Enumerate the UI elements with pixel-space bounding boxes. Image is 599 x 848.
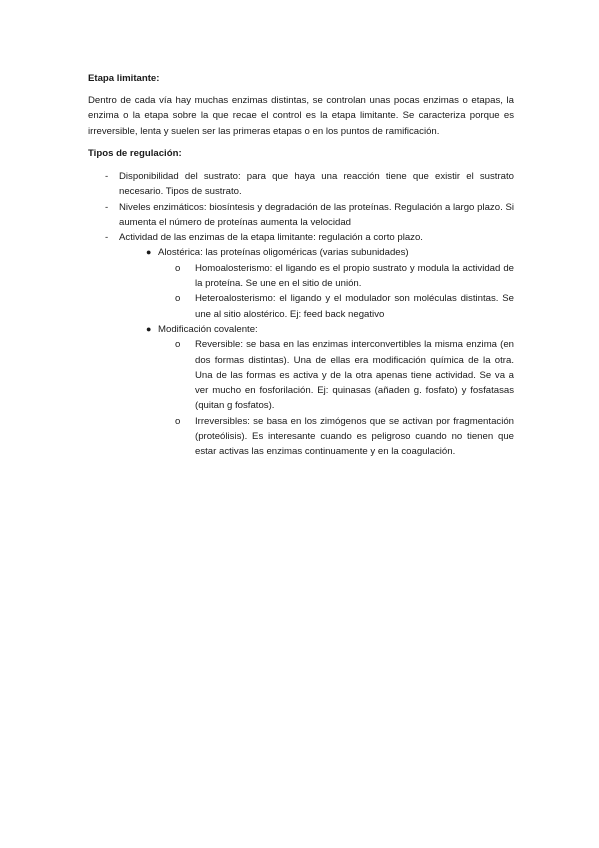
- circle-marker: o: [175, 339, 181, 351]
- nested-list-item: [88, 291, 514, 322]
- list-item: [88, 230, 514, 459]
- sub-list-item: [88, 245, 514, 260]
- sub-list-item: [88, 322, 514, 337]
- list-item-text: Actividad de las enzimas de la etapa limitante: regulación a corto plazo.: [119, 232, 423, 244]
- sub-list: [88, 245, 514, 260]
- section-title-etapa-limitante: Etapa limitante:: [88, 73, 160, 84]
- nested-list-item: [88, 337, 514, 413]
- dash-marker: -: [105, 201, 109, 213]
- dash-marker: -: [105, 171, 109, 182]
- list-item-text: Disponibilidad del sustrato: para que haya una reacción tiene que existir el sustrato necesario. Tipos de sustrato.: [119, 171, 514, 198]
- dash-marker: -: [105, 232, 109, 244]
- nested-list: [88, 261, 514, 322]
- circle-marker: o: [175, 262, 181, 274]
- list-item-text: Niveles enzimáticos: biosíntesis y degradación de las proteínas. Regulación a largo plazo. Si aumenta el número de proteínas aumenta la velocidad: [119, 201, 514, 228]
- nested-list-item-text: Homoalosterismo: el ligando es el propio sustrato y modula la actividad de la proteína. Se une en el sitio de unión.: [195, 262, 514, 290]
- list-item: [88, 200, 514, 231]
- list-item: [88, 169, 514, 200]
- nested-list-item: [88, 261, 514, 292]
- circle-marker: o: [175, 293, 181, 305]
- circle-marker: o: [175, 415, 181, 427]
- intro-paragraph: Dentro de cada vía hay muchas enzimas distintas, se controlan unas pocas enzimas o etapas, la enzima o la etapa sobre la que recae el control es la etapa limitante. Se caracteriza porque es irreversible, lenta y suelen ser las primeras etapas o en los puntos de ramificación.: [88, 95, 514, 137]
- sub-list-item-text: Modificación covalente:: [158, 323, 258, 335]
- nested-list-item-text: Reversible: se basa en las enzimas interconvertibles la misma enzima (en dos formas distintas). Una de ellas era modificación química de la otra. Una de las formas es activa y de la otra apenas tiene actividad. Se va a ver mucho en fosforilación. Ej: quinasas (añaden g. fosfato) y fosfatasas (quitan g fosfatos).: [195, 339, 514, 412]
- nested-list-item-text: Irreversibles: se basa en los zimógenos que se activan por fragmentación (proteólisis). Es interesante cuando es peligroso cuando no tienen que estar activas las enzimas continuamente y en la coagulación.: [195, 415, 514, 458]
- sub-list: [88, 322, 514, 337]
- nested-list: [88, 337, 514, 459]
- nested-list-item-text: Heteroalosterismo: el ligando y el modulador son moléculas distintas. Se une al sitio alostérico. Ej: feed back negativo: [195, 293, 514, 320]
- regulation-list: [88, 169, 514, 460]
- section-title-tipos-regulacion: Tipos de regulación:: [88, 148, 182, 159]
- bullet-marker: ●: [146, 323, 152, 334]
- sub-list-item-text: Alostérica: las proteínas oligoméricas (varias subunidades): [158, 247, 409, 259]
- nested-list-item: [88, 414, 514, 460]
- bullet-marker: ●: [146, 247, 152, 258]
